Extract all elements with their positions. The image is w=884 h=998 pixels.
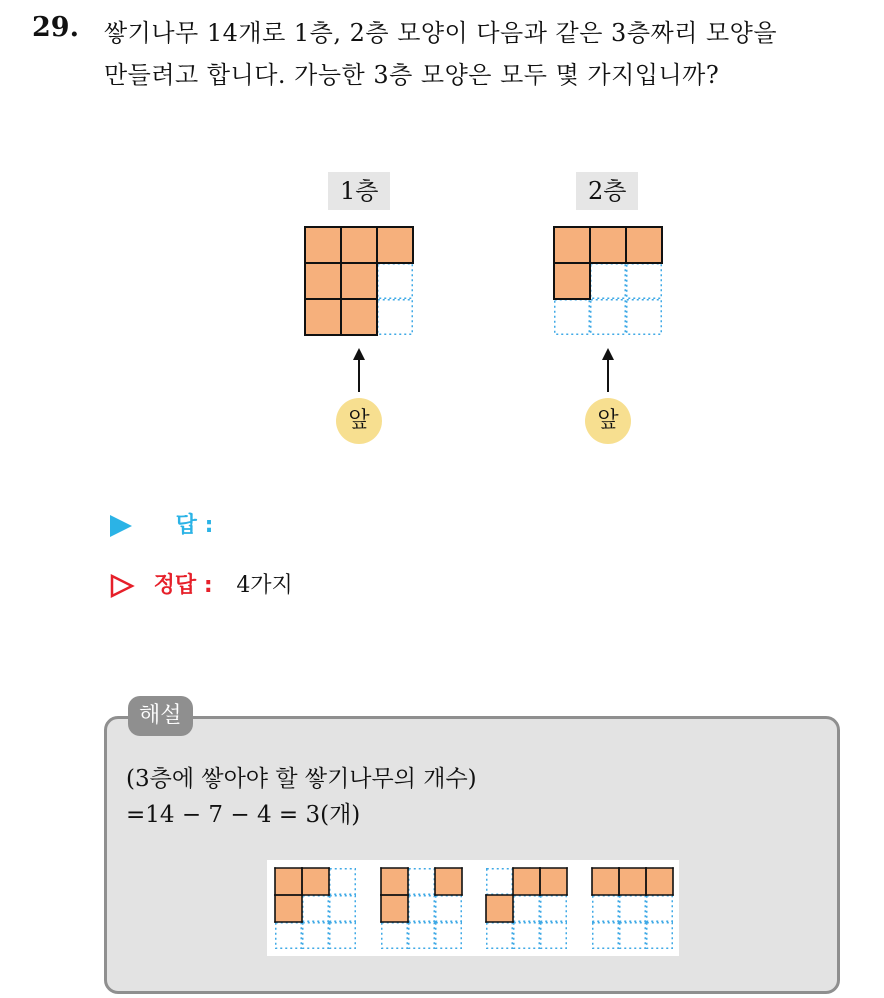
empty-cell <box>541 923 567 949</box>
block-cell <box>554 263 590 299</box>
block-cell <box>305 263 341 299</box>
empty-cell <box>620 896 646 922</box>
answer-label: 답 : <box>175 513 214 538</box>
empty-cell <box>541 896 567 922</box>
explanation-line-2: =14 − 7 − 4 = 3(개) <box>126 802 361 828</box>
empty-cell <box>627 300 662 335</box>
correct-answer-row <box>110 568 293 604</box>
empty-cell <box>330 923 356 949</box>
layer-1-grid <box>305 227 414 336</box>
explanation-line-1: (3층에 쌓아야 할 쌓기나무의 개수) <box>126 766 477 792</box>
option-grid-1 <box>275 868 356 949</box>
empty-cell <box>647 923 673 949</box>
empty-cell <box>330 896 356 922</box>
block-cell <box>590 227 626 263</box>
answer-row <box>110 508 213 544</box>
layer-2-grid <box>554 227 663 336</box>
front-arrow-2 <box>607 356 609 392</box>
empty-cell <box>378 300 413 335</box>
empty-cell <box>620 923 646 949</box>
empty-cell <box>591 264 626 299</box>
empty-cell <box>487 923 513 949</box>
empty-cell <box>303 923 329 949</box>
empty-cell <box>487 869 513 895</box>
block-cell <box>540 868 567 895</box>
empty-cell <box>330 869 356 895</box>
empty-cell <box>409 923 435 949</box>
answer-marker-icon <box>110 515 132 537</box>
block-cell <box>275 868 302 895</box>
option-grid-4 <box>592 868 673 949</box>
empty-cell <box>514 923 540 949</box>
question-text <box>104 12 874 96</box>
block-cell <box>341 299 377 335</box>
block-cell <box>377 227 413 263</box>
layer-2-label: 2층 <box>576 172 638 210</box>
block-cell <box>646 868 673 895</box>
block-cell <box>486 895 513 922</box>
empty-cell <box>627 264 662 299</box>
block-cell <box>626 227 662 263</box>
block-cell <box>592 868 619 895</box>
question-number: 29. <box>32 12 79 43</box>
option-grid-3 <box>486 868 567 949</box>
question-line-1: 쌓기나무 14개로 1층, 2층 모양이 다음과 같은 3층짜리 모양을 <box>104 19 778 47</box>
block-cell <box>341 263 377 299</box>
block-cell <box>305 299 341 335</box>
empty-cell <box>382 923 408 949</box>
block-cell <box>275 895 302 922</box>
block-cell <box>435 868 462 895</box>
empty-cell <box>593 923 619 949</box>
layer-1-label: 1층 <box>328 172 390 210</box>
empty-cell <box>409 896 435 922</box>
correct-marker-icon <box>110 574 134 598</box>
empty-cell <box>514 896 540 922</box>
empty-cell <box>276 923 302 949</box>
empty-cell <box>303 896 329 922</box>
front-arrow-1 <box>358 356 360 392</box>
option-grid-2 <box>381 868 462 949</box>
empty-cell <box>555 300 590 335</box>
question-line-2: 만들려고 합니다. 가능한 3층 모양은 모두 몇 가지입니까? <box>104 61 720 89</box>
block-cell <box>381 868 408 895</box>
empty-cell <box>593 896 619 922</box>
block-cell <box>381 895 408 922</box>
block-cell <box>513 868 540 895</box>
block-cell <box>305 227 341 263</box>
block-cell <box>341 227 377 263</box>
empty-cell <box>436 896 462 922</box>
block-cell <box>554 227 590 263</box>
front-label-2: 앞 <box>585 398 631 444</box>
empty-cell <box>436 923 462 949</box>
empty-cell <box>378 264 413 299</box>
explanation-tag: 해설 <box>128 696 193 736</box>
correct-value: 4가지 <box>236 573 293 598</box>
correct-label: 정답 : <box>153 573 213 598</box>
front-label-1: 앞 <box>336 398 382 444</box>
block-cell <box>619 868 646 895</box>
empty-cell <box>647 896 673 922</box>
empty-cell <box>409 869 435 895</box>
block-cell <box>302 868 329 895</box>
empty-cell <box>591 300 626 335</box>
